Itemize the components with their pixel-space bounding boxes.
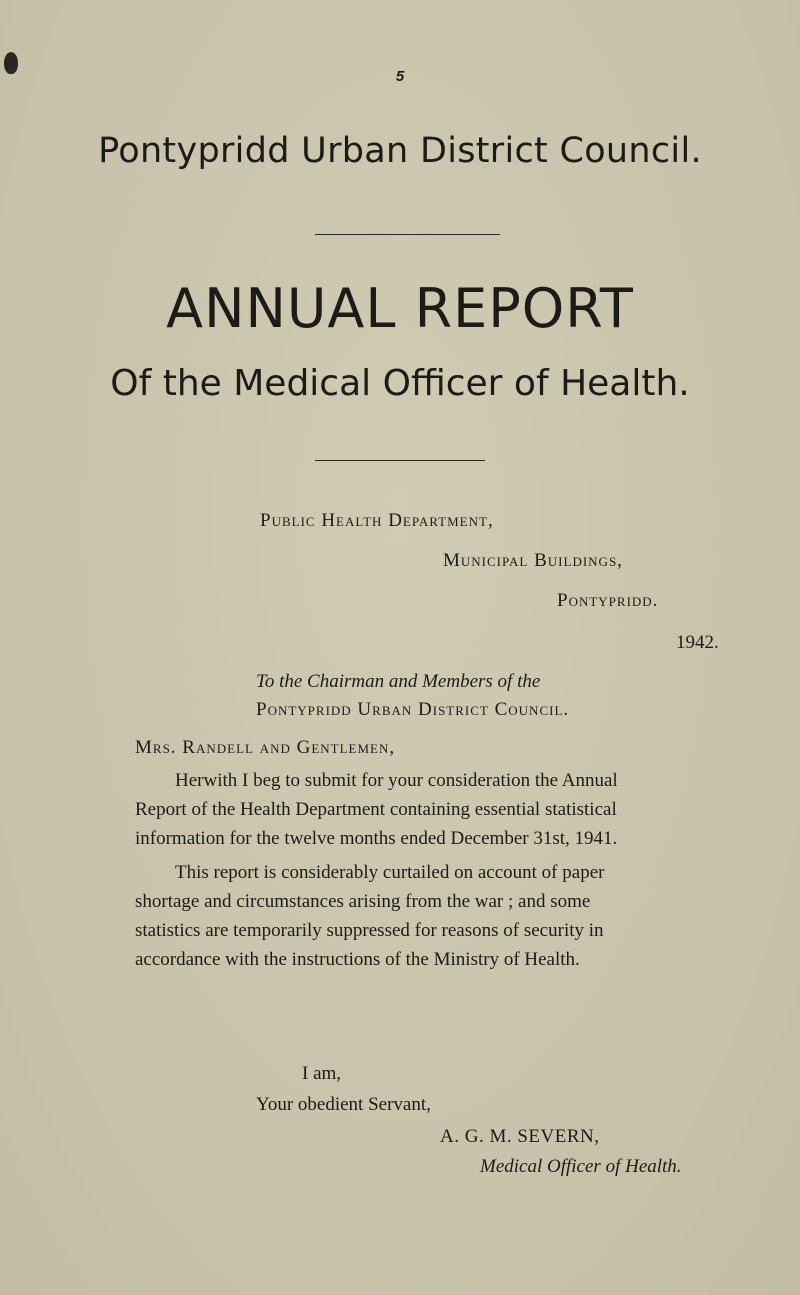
signatory-name: A. G. M. SEVERN, bbox=[440, 1126, 600, 1147]
closing-i-am: I am, bbox=[302, 1063, 342, 1084]
report-subtitle: Of the Medical Officer of Health. bbox=[110, 363, 690, 404]
paragraph-line: statistics are temporarily suppressed for reasons of security in bbox=[135, 920, 604, 941]
address-buildings: Municipal Buildings, bbox=[443, 550, 623, 571]
closing-servant: Your obedient Servant, bbox=[256, 1094, 431, 1115]
paragraph-curtailment bbox=[135, 858, 770, 974]
title-divider-top bbox=[315, 234, 500, 235]
paragraph-line: information for the twelve months ended December 31st, 1941. bbox=[135, 828, 618, 849]
paragraph-line: Report of the Health Department containing essential statistical bbox=[135, 799, 617, 820]
page-number: 5 bbox=[395, 68, 405, 85]
address-department: Public Health Department, bbox=[260, 510, 494, 531]
salutation: Mrs. Randell and Gentlemen, bbox=[135, 737, 396, 758]
signatory-role: Medical Officer of Health. bbox=[480, 1156, 682, 1177]
title-divider-bottom bbox=[315, 460, 485, 461]
paragraph-line: shortage and circumstances arising from the war ; and some bbox=[135, 891, 591, 912]
paragraph-line: Herwith I beg to submit for your consideration the Annual bbox=[175, 770, 618, 791]
addressee-line: To the Chairman and Members of the bbox=[256, 671, 541, 692]
paragraph-submission bbox=[135, 766, 770, 853]
address-town: Pontypridd. bbox=[557, 590, 659, 611]
report-year: 1942. bbox=[676, 632, 719, 653]
addressee-council: Pontypridd Urban District Council. bbox=[256, 699, 570, 720]
report-title: ANNUAL REPORT bbox=[166, 277, 634, 340]
paragraph-line: accordance with the instructions of the Ministry of Health. bbox=[135, 949, 580, 970]
paragraph-line: This report is considerably curtailed on account of paper bbox=[175, 862, 605, 883]
council-title: Pontypridd Urban District Council. bbox=[98, 131, 702, 171]
